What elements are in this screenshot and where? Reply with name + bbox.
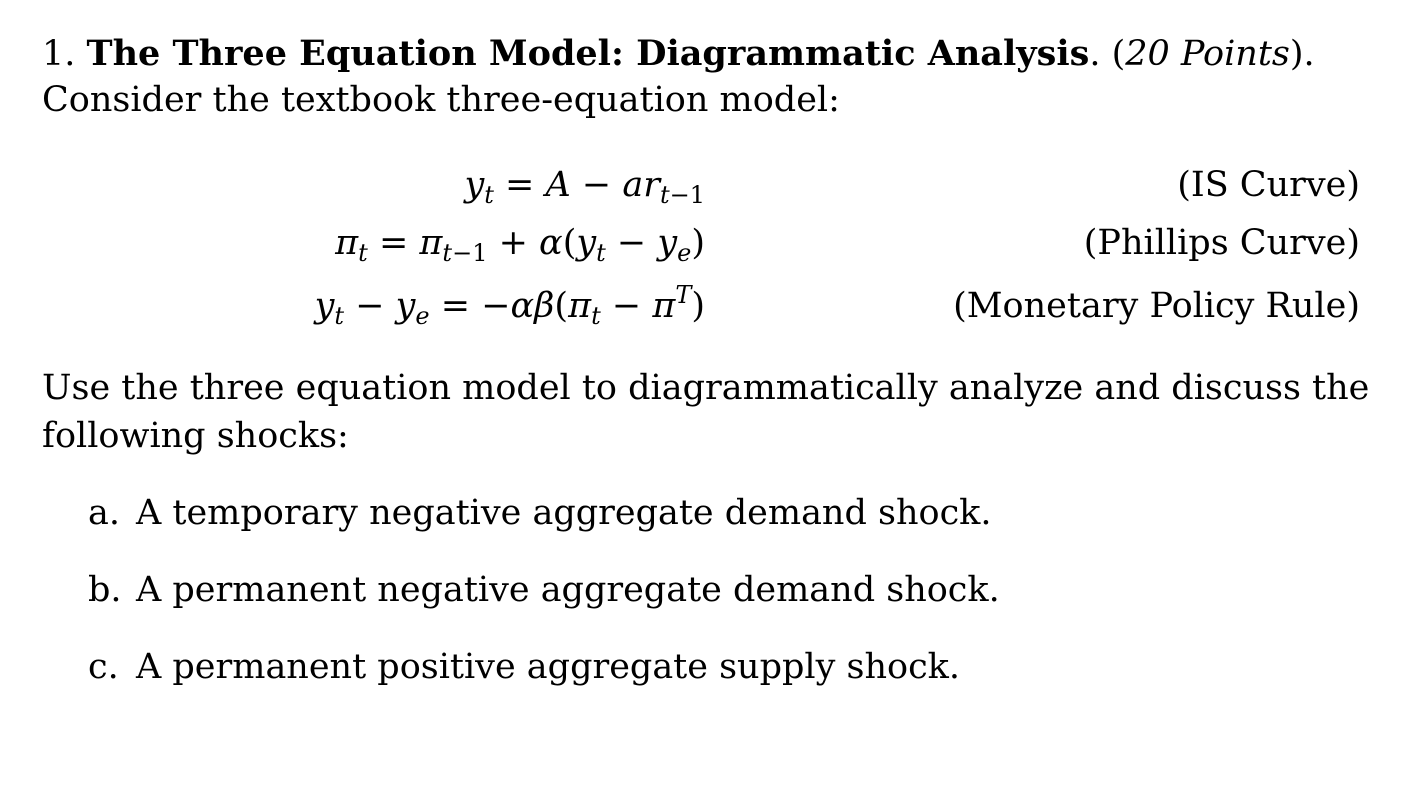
list-item	[88, 493, 992, 533]
intro-text: Consider the textbook three-equation model:	[42, 80, 840, 120]
question-number: 1.	[42, 34, 76, 74]
is-curve-equation: $y_t = A - ar_{t-1}$	[464, 165, 705, 209]
monetary-policy-rule-equation: $y_t - y_e = -\alpha\beta(\pi_t - \pi^T)$	[314, 281, 705, 330]
list-item-text: A temporary negative aggregate demand shock.	[136, 493, 992, 533]
question-heading: 1. The Three Equation Model: Diagrammatic Analysis. (20 Points).	[42, 33, 1315, 74]
list-item-marker: a.	[88, 493, 120, 533]
monetary-policy-rule-label: (Monetary Policy Rule)	[953, 286, 1360, 326]
list-item-text: A permanent positive aggregate supply shock.	[136, 647, 961, 687]
phillips-curve-equation: $\pi_t = \pi_{t-1} + \alpha(y_t - y_e)$	[335, 223, 705, 267]
list-item-marker: c.	[88, 647, 119, 687]
list-item	[88, 647, 961, 687]
instructions-line-2: following shocks:	[42, 416, 349, 456]
phillips-curve-label: (Phillips Curve)	[1083, 223, 1360, 263]
question-title: The Three Equation Model: Diagrammatic Analysis	[86, 33, 1090, 74]
is-curve-label: (IS Curve)	[1177, 165, 1360, 205]
list-item	[88, 570, 1000, 610]
list-item-text: A permanent negative aggregate demand shock.	[136, 570, 1000, 610]
instructions-line-1: Use the three equation model to diagrammatically analyze and discuss the	[42, 368, 1370, 408]
list-item-marker: b.	[88, 570, 122, 610]
question-points: 20 Points	[1125, 34, 1290, 74]
